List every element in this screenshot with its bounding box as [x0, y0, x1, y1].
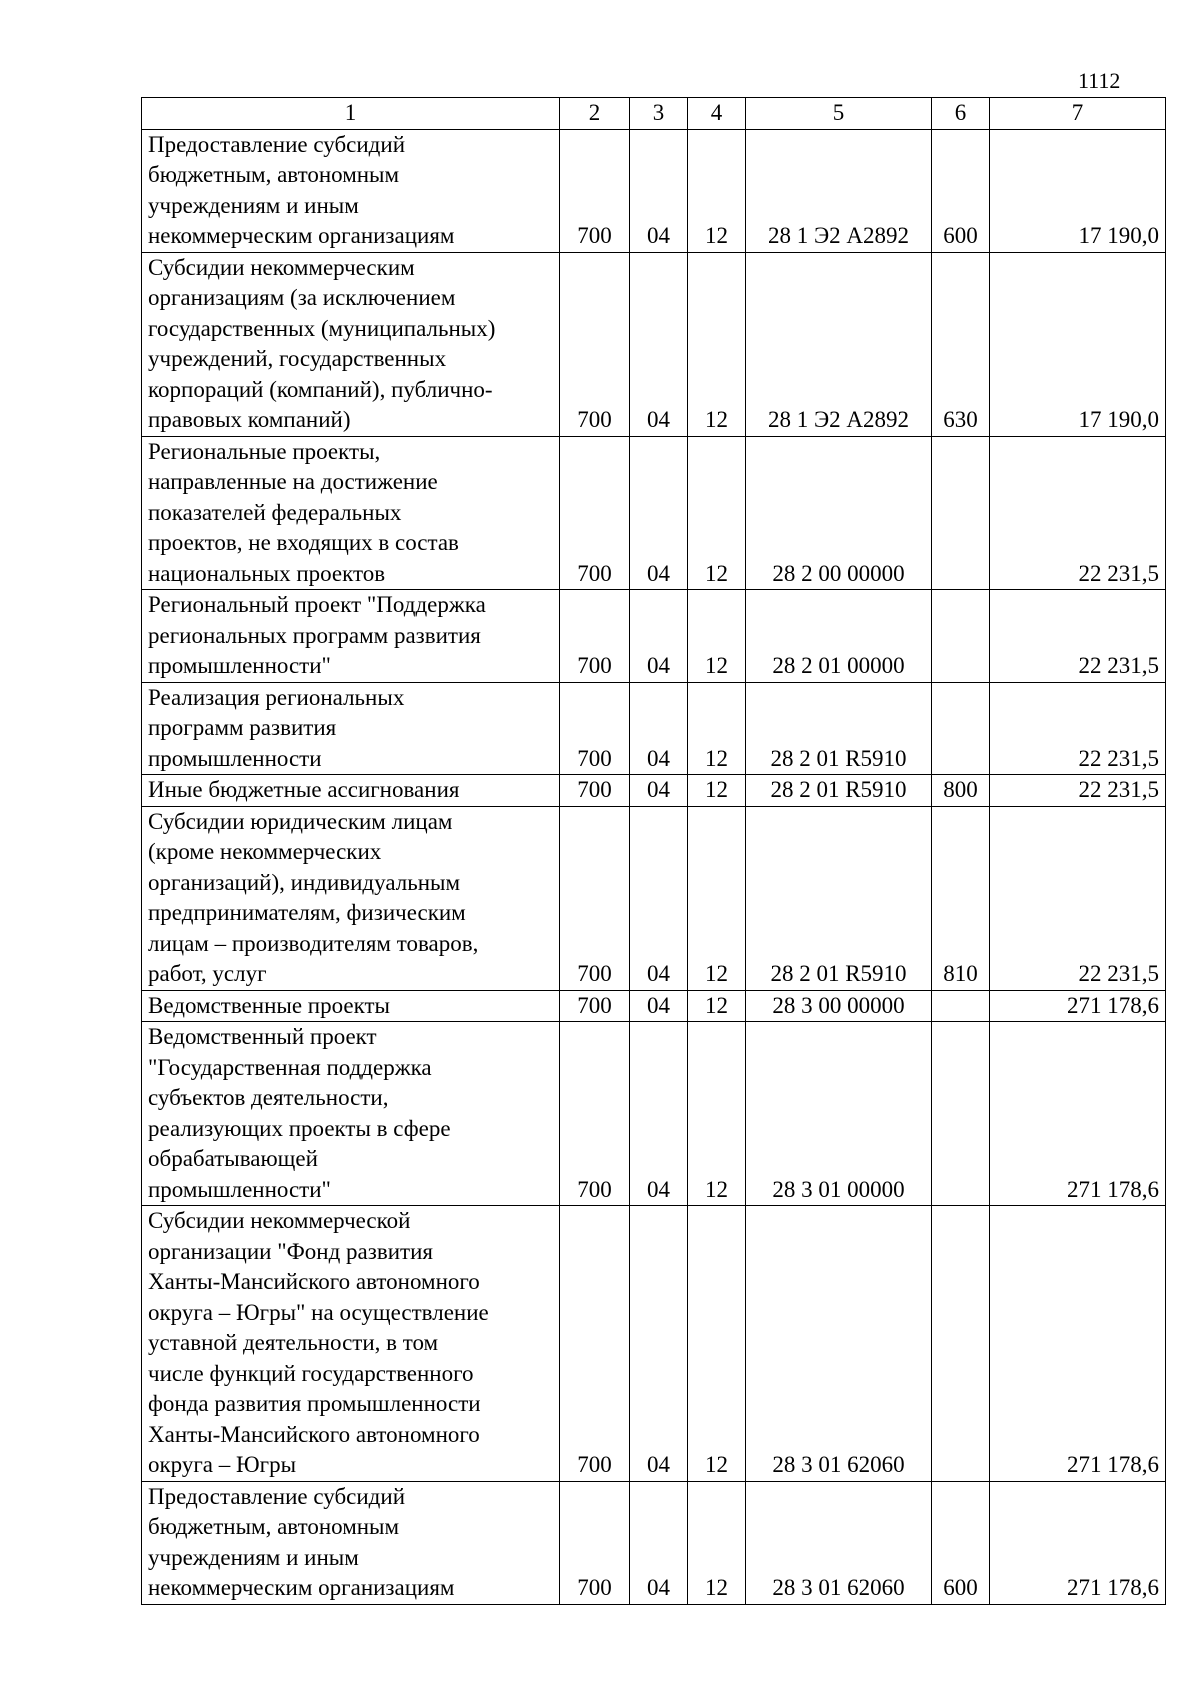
header-cell-4: 4 — [688, 98, 746, 130]
row-code-5-cell: 28 2 01 R5910 — [746, 775, 932, 807]
row-name-cell — [142, 1022, 560, 1206]
row-name-line: предпринимателям, физическим — [148, 900, 466, 925]
row-code-2-cell: 700 — [560, 990, 630, 1022]
row-code-5-cell: 28 2 01 R5910 — [746, 806, 932, 990]
row-name-line: программ развития — [148, 715, 337, 740]
header-cell-5: 5 — [746, 98, 932, 130]
row-code-4-cell: 12 — [688, 1206, 746, 1482]
row-code-6-cell: 600 — [932, 1481, 990, 1604]
row-code-5-cell: 28 3 01 62060 — [746, 1206, 932, 1482]
row-code-2-cell: 700 — [560, 1206, 630, 1482]
row-amount-cell: 22 231,5 — [990, 590, 1166, 683]
row-amount-cell: 271 178,6 — [990, 1206, 1166, 1482]
row-code-5-cell: 28 1 Э2 А2892 — [746, 129, 932, 252]
row-name-line: Региональные проекты, — [148, 438, 381, 464]
row-code-6-cell — [932, 590, 990, 683]
row-name-line: округа – Югры — [148, 1452, 297, 1477]
row-name-line: промышленности" — [148, 1176, 331, 1202]
row-code-6-cell — [932, 1206, 990, 1482]
row-name-line: Субсидии некоммерческой — [148, 1208, 411, 1233]
table-row — [142, 990, 1166, 1022]
table-row — [142, 1206, 1166, 1482]
row-name-line: округа – Югры" на осуществление — [148, 1299, 489, 1325]
table-row — [142, 806, 1166, 990]
row-name-line: работ, услуг — [148, 961, 267, 986]
header-row — [142, 98, 1166, 130]
row-code-6-cell: 800 — [932, 775, 990, 807]
row-amount-cell: 17 190,0 — [990, 129, 1166, 252]
row-name-line: некоммерческим организациям — [148, 223, 455, 248]
row-code-2-cell: 700 — [560, 806, 630, 990]
header-cell-3: 3 — [630, 98, 688, 130]
row-name-line: национальных проектов — [148, 560, 386, 586]
row-code-4-cell: 12 — [688, 682, 746, 775]
row-name-line: Предоставление субсидий — [148, 1483, 405, 1509]
row-amount-cell: 22 231,5 — [990, 436, 1166, 590]
row-code-4-cell: 12 — [688, 775, 746, 807]
row-code-3-cell: 04 — [630, 1481, 688, 1604]
row-name-line: некоммерческим организациям — [148, 1575, 455, 1600]
row-code-2-cell: 700 — [560, 1022, 630, 1206]
row-code-4-cell: 12 — [688, 590, 746, 683]
row-name-line: Региональный проект "Поддержка — [148, 592, 486, 617]
row-code-4-cell: 12 — [688, 129, 746, 252]
row-name-line: Иные бюджетные ассигнования — [148, 777, 460, 802]
header-cell-1: 1 — [142, 98, 560, 130]
row-code-3-cell: 04 — [630, 682, 688, 775]
row-name-line: промышленности" — [148, 653, 331, 678]
row-amount-cell: 271 178,6 — [990, 990, 1166, 1022]
row-name-line: обрабатывающей — [148, 1146, 318, 1171]
row-code-3-cell: 04 — [630, 806, 688, 990]
row-name-line: лицам – производителям товаров, — [148, 930, 479, 956]
row-code-5-cell: 28 2 00 00000 — [746, 436, 932, 590]
row-name-cell — [142, 590, 560, 683]
row-name-line: промышленности — [148, 745, 322, 771]
row-code-6-cell — [932, 436, 990, 590]
row-code-3-cell: 04 — [630, 1022, 688, 1206]
row-code-5-cell: 28 3 01 00000 — [746, 1022, 932, 1206]
row-name-line: Ханты-Мансийского автономного — [148, 1269, 480, 1294]
table-row — [142, 1481, 1166, 1604]
row-name-cell — [142, 806, 560, 990]
row-code-3-cell: 04 — [630, 590, 688, 683]
row-code-3-cell: 04 — [630, 436, 688, 590]
table-row — [142, 252, 1166, 436]
row-name-line: организации "Фонд развития — [148, 1238, 433, 1264]
table-body — [142, 129, 1166, 1604]
row-code-4-cell: 12 — [688, 436, 746, 590]
row-name-line: организациям (за исключением — [148, 285, 456, 310]
row-code-2-cell: 700 — [560, 436, 630, 590]
row-code-4-cell: 12 — [688, 806, 746, 990]
row-name-line: реализующих проекты в сфере — [148, 1115, 451, 1141]
row-name-line: (кроме некоммерческих — [148, 839, 382, 864]
row-code-5-cell: 28 2 01 R5910 — [746, 682, 932, 775]
row-name-cell — [142, 990, 560, 1022]
row-name-line: проектов, не входящих в состав — [148, 530, 459, 555]
row-code-6-cell — [932, 682, 990, 775]
row-code-2-cell: 700 — [560, 775, 630, 807]
row-code-2-cell: 700 — [560, 682, 630, 775]
row-code-4-cell: 12 — [688, 252, 746, 436]
row-code-2-cell: 700 — [560, 129, 630, 252]
row-name-line: бюджетным, автономным — [148, 1514, 400, 1539]
row-code-2-cell: 700 — [560, 590, 630, 683]
row-name-line: фонда развития промышленности — [148, 1391, 481, 1416]
row-name-line: субъектов деятельности, — [148, 1085, 389, 1110]
row-code-3-cell: 04 — [630, 990, 688, 1022]
row-name-line: учреждениям и иным — [148, 1544, 359, 1570]
row-name-cell — [142, 436, 560, 590]
row-name-line: Ведомственные проекты — [148, 992, 390, 1018]
row-name-line: региональных программ развития — [148, 622, 481, 648]
table-row — [142, 682, 1166, 775]
page-number: 1112 — [1078, 68, 1121, 93]
row-name-line: Субсидии некоммерческим — [148, 254, 415, 280]
row-name-line: направленные на достижение — [148, 469, 438, 494]
row-name-line: Субсидии юридическим лицам — [148, 808, 453, 834]
table-row — [142, 775, 1166, 807]
row-name-cell — [142, 1206, 560, 1482]
row-code-3-cell: 04 — [630, 252, 688, 436]
row-name-line: числе функций государственного — [148, 1360, 474, 1386]
row-amount-cell: 271 178,6 — [990, 1481, 1166, 1604]
header-cell-7: 7 — [990, 98, 1166, 130]
row-name-line: показателей федеральных — [148, 499, 402, 525]
row-code-2-cell: 700 — [560, 1481, 630, 1604]
row-code-4-cell: 12 — [688, 990, 746, 1022]
row-name-cell — [142, 129, 560, 252]
row-code-5-cell: 28 2 01 00000 — [746, 590, 932, 683]
row-code-3-cell: 04 — [630, 129, 688, 252]
row-name-line: государственных (муниципальных) — [148, 315, 496, 341]
row-name-line: учреждений, государственных — [148, 346, 447, 371]
row-code-4-cell: 12 — [688, 1481, 746, 1604]
row-name-cell — [142, 775, 560, 807]
row-name-line: Предоставление субсидий — [148, 131, 405, 157]
table-row — [142, 1022, 1166, 1206]
row-code-6-cell: 810 — [932, 806, 990, 990]
table-row — [142, 129, 1166, 252]
row-amount-cell: 22 231,5 — [990, 775, 1166, 807]
row-name-line: Реализация региональных — [148, 684, 405, 710]
table-row — [142, 436, 1166, 590]
row-name-line: учреждениям и иным — [148, 192, 359, 218]
row-name-line: корпораций (компаний), публично- — [148, 376, 493, 402]
row-name-line: Ведомственный проект — [148, 1024, 377, 1049]
row-code-6-cell — [932, 1022, 990, 1206]
row-name-cell — [142, 252, 560, 436]
row-code-3-cell: 04 — [630, 775, 688, 807]
row-amount-cell: 271 178,6 — [990, 1022, 1166, 1206]
row-code-4-cell: 12 — [688, 1022, 746, 1206]
row-code-3-cell: 04 — [630, 1206, 688, 1482]
row-code-6-cell: 630 — [932, 252, 990, 436]
row-code-5-cell: 28 3 01 62060 — [746, 1481, 932, 1604]
row-name-cell — [142, 1481, 560, 1604]
row-code-6-cell: 600 — [932, 129, 990, 252]
row-name-line: правовых компаний) — [148, 407, 351, 432]
row-name-line: Ханты-Мансийского автономного — [148, 1421, 480, 1447]
row-code-5-cell: 28 1 Э2 А2892 — [746, 252, 932, 436]
row-name-line: уставной деятельности, в том — [148, 1330, 439, 1355]
row-code-6-cell — [932, 990, 990, 1022]
header-cell-2: 2 — [560, 98, 630, 130]
row-amount-cell: 17 190,0 — [990, 252, 1166, 436]
row-code-2-cell: 700 — [560, 252, 630, 436]
row-amount-cell: 22 231,5 — [990, 682, 1166, 775]
header-cell-6: 6 — [932, 98, 990, 130]
row-name-line: организаций), индивидуальным — [148, 869, 461, 895]
budget-table — [141, 97, 1166, 1605]
row-code-5-cell: 28 3 00 00000 — [746, 990, 932, 1022]
row-name-cell — [142, 682, 560, 775]
table-row — [142, 590, 1166, 683]
row-name-line: "Государственная поддержка — [148, 1054, 432, 1080]
row-name-line: бюджетным, автономным — [148, 162, 400, 187]
row-amount-cell: 22 231,5 — [990, 806, 1166, 990]
